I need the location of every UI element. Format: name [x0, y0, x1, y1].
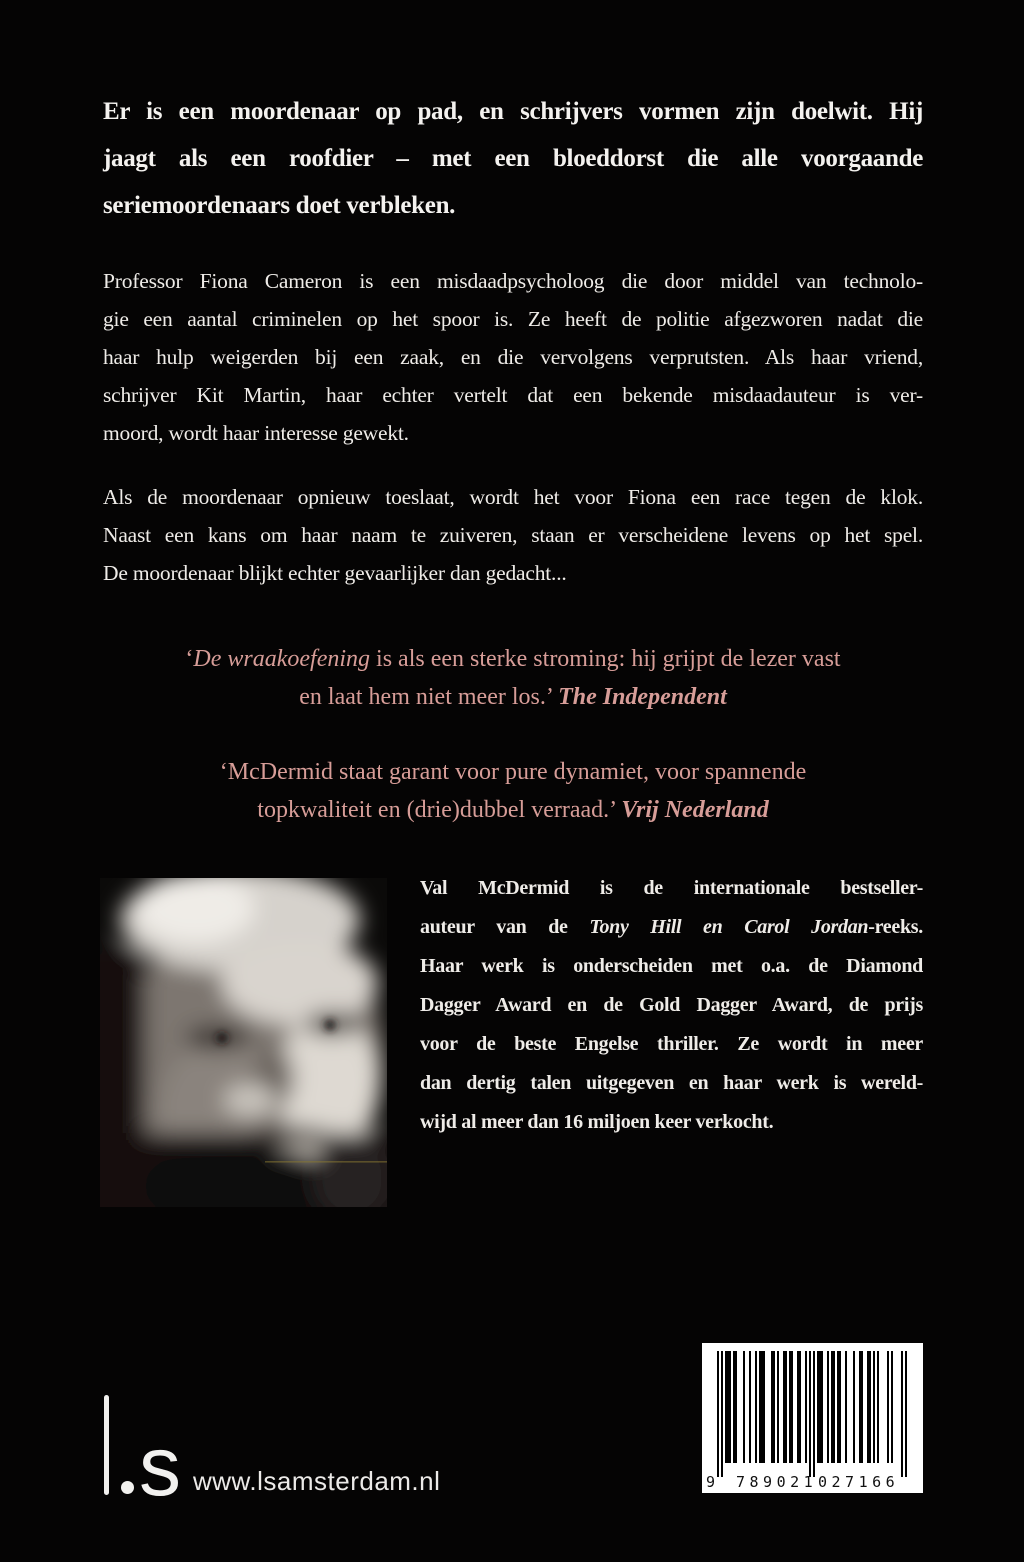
quote-open-mark: ‘ [185, 646, 194, 672]
bio-line: wijd al meer dan 16 miljoen keer verkocht. [420, 1111, 774, 1133]
barcode-bar [859, 1351, 863, 1463]
quote-source: Vrij Nederland [621, 797, 769, 823]
barcode-bar [813, 1351, 815, 1477]
barcode-bar [755, 1351, 757, 1463]
barcode-bar [733, 1351, 737, 1463]
barcode-digits-right: 027166 [818, 1473, 900, 1491]
synopsis-line: Naast een kans om haar naam te zuiveren, staan er verscheidene levens op het spel. [103, 523, 923, 547]
tagline [103, 88, 923, 229]
publisher-logo-letter-s: s [139, 1419, 181, 1513]
barcode-bar [837, 1351, 841, 1463]
barcode-bar [789, 1351, 793, 1463]
barcode-bar [777, 1351, 779, 1463]
synopsis-paragraph-1 [103, 262, 923, 452]
quote-line: en laat hem niet meer los.’ The Independent [299, 684, 727, 710]
barcode-bar [817, 1351, 823, 1463]
bio-line: auteur van de Tony Hill en Carol Jordan-reeks. [420, 916, 923, 938]
synopsis-line: gie een aantal criminelen op het spoor is. Ze heeft de politie afgezworen nadat die [103, 307, 923, 331]
bio-line: Val McDermid is de internationale bestseller- [420, 877, 923, 899]
author-photo [100, 878, 387, 1207]
barcode-bar [797, 1351, 801, 1463]
barcode-bar [743, 1351, 745, 1463]
barcode-bars [717, 1351, 907, 1479]
tagline-line-2: jaagt als een roofdier – met een bloeddorst die alle voorgaande [103, 145, 923, 172]
barcode-bar [771, 1351, 775, 1463]
bio-line: dan dertig talen uitgegeven en haar werk is wereld- [420, 1072, 923, 1094]
barcode-bar [891, 1351, 893, 1463]
publisher-logo-dot [121, 1481, 134, 1494]
bio-line: Haar werk is onderscheiden met o.a. de Diamond [420, 955, 923, 977]
quote-source: The Independent [558, 684, 727, 710]
synopsis-line: schrijver Kit Martin, haar echter vertelt dat een bekende misdaadauteur is ver- [103, 383, 923, 407]
author-portrait-illustration [100, 878, 387, 1207]
barcode-bar [759, 1351, 765, 1463]
quote-line: ‘De wraakoefening is als een sterke stroming: hij grijpt de lezer vast [185, 646, 841, 672]
barcode-bar [905, 1351, 907, 1477]
barcode-bar [845, 1351, 847, 1463]
publisher-area [104, 1395, 524, 1513]
bio-line: voor de beste Engelse thriller. Ze wordt in meer [420, 1033, 923, 1055]
barcode-bar [783, 1351, 787, 1463]
author-bio [420, 869, 923, 1142]
barcode-bar [887, 1351, 889, 1463]
synopsis-line: Professor Fiona Cameron is een misdaadpsycholoog die door middel van technolo- [103, 269, 923, 293]
barcode-bar [805, 1351, 807, 1463]
tagline-line-3: seriemoordenaars doet verbleken. [103, 192, 456, 219]
barcode-bar [827, 1351, 829, 1463]
barcode-digit-first: 9 [706, 1473, 720, 1491]
synopsis-paragraph-2 [103, 478, 923, 592]
book-title: De wraakoefening [193, 646, 371, 672]
barcode-bar [717, 1351, 719, 1477]
tagline-line-1: Er is een moordenaar op pad, en schrijvers vormen zijn doelwit. Hij [103, 98, 923, 125]
synopsis-line: haar hulp weigerden bij een zaak, en die vervolgens verprutsten. Als haar vriend, [103, 345, 923, 369]
barcode-bar [831, 1351, 835, 1463]
press-quote-vrij-nederland [103, 753, 923, 829]
series-title: Tony Hill en Carol Jordan [589, 916, 869, 938]
bio-line: Dagger Award en de Gold Dagger Award, de prijs [420, 994, 923, 1016]
publisher-logo-letter-l [104, 1395, 109, 1495]
quote-line: topkwaliteit en (drie)dubbel verraad.’ Vrij Nederland [257, 797, 769, 823]
publisher-website: www.lsamsterdam.nl [193, 1466, 441, 1496]
barcode-digits-left: 789021 [736, 1473, 818, 1491]
barcode-bar [853, 1351, 855, 1463]
synopsis-line: Als de moordenaar opnieuw toeslaat, wordt het voor Fiona een race tegen de klok. [103, 485, 923, 509]
barcode-bar [873, 1351, 875, 1463]
barcode-bar [721, 1351, 723, 1477]
barcode-bar [877, 1351, 879, 1463]
barcode [702, 1343, 923, 1493]
barcode-bar [901, 1351, 903, 1477]
barcode-bar [867, 1351, 871, 1463]
synopsis-line: De moordenaar blijkt echter gevaarlijker dan gedacht... [103, 561, 567, 585]
barcode-bar [749, 1351, 751, 1463]
barcode-bar [809, 1351, 811, 1477]
photo-scratch-line [265, 1161, 387, 1163]
synopsis-line: moord, wordt haar interesse gewekt. [103, 421, 409, 445]
quote-line: ‘McDermid staat garant voor pure dynamiet, voor spannende [219, 759, 807, 785]
press-quote-independent [103, 640, 923, 716]
barcode-bar [725, 1351, 731, 1463]
